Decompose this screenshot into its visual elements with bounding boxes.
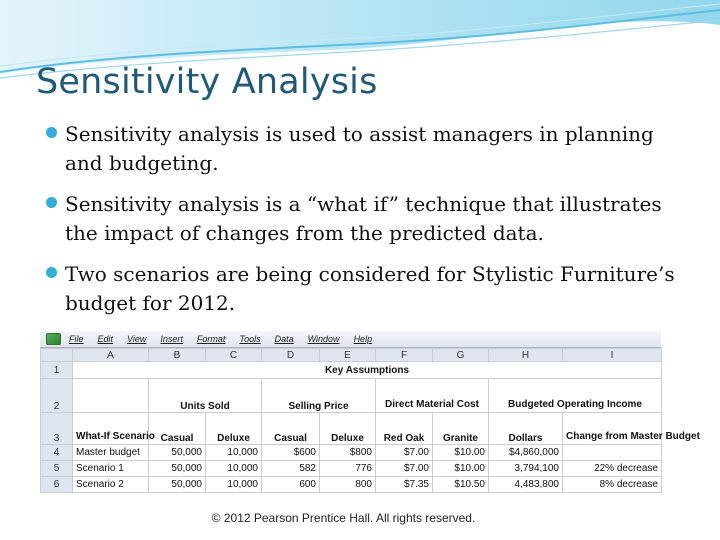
- header-cell[interactable]: Deluxe: [206, 413, 262, 445]
- cell[interactable]: Scenario 2: [73, 477, 149, 493]
- cell[interactable]: $10.00: [433, 445, 489, 461]
- cell[interactable]: $600: [262, 445, 320, 461]
- cell[interactable]: 10,000: [206, 461, 262, 477]
- slide-title: Sensitivity Analysis: [36, 62, 378, 102]
- header-cell[interactable]: Red Oak: [376, 413, 433, 445]
- row-header[interactable]: 3: [41, 413, 73, 445]
- bullet-list: [44, 120, 694, 330]
- table-row: [41, 413, 662, 445]
- cell[interactable]: $4,860,000: [489, 445, 563, 461]
- cell[interactable]: Scenario 1: [73, 461, 149, 477]
- table-row: [41, 379, 662, 413]
- cell[interactable]: 22% decrease: [563, 461, 662, 477]
- bullet-text: Sensitivity analysis is used to assist managers in planning and budgeting.: [65, 122, 654, 175]
- cell[interactable]: 4,483,800: [489, 477, 563, 493]
- column-header[interactable]: I: [563, 349, 662, 362]
- cell[interactable]: 3,794,100: [489, 461, 563, 477]
- cell[interactable]: $7.35: [376, 477, 433, 493]
- cell[interactable]: [563, 445, 662, 461]
- key-assumptions-table: [40, 348, 700, 493]
- cell[interactable]: 10,000: [206, 477, 262, 493]
- table-row: [41, 445, 662, 461]
- row-header[interactable]: 6: [41, 477, 73, 493]
- cell[interactable]: 600: [262, 477, 320, 493]
- column-header[interactable]: B: [149, 349, 206, 362]
- column-header-row: [41, 349, 662, 362]
- group-header-direct-material-cost[interactable]: Direct Material Cost: [376, 379, 489, 413]
- header-cell[interactable]: Casual: [262, 413, 320, 445]
- row-header[interactable]: 2: [41, 379, 73, 413]
- menu-tools[interactable]: Tools: [239, 334, 261, 344]
- bullet-dot-icon: [46, 127, 57, 138]
- column-header[interactable]: F: [376, 349, 433, 362]
- cell[interactable]: Master budget: [73, 445, 149, 461]
- bullet-dot-icon: [46, 197, 57, 208]
- menu-data[interactable]: Data: [274, 334, 294, 344]
- table-row: [41, 461, 662, 477]
- table-row: [41, 477, 662, 493]
- bullet-text: Sensitivity analysis is a “what if” technique that illustrates the impact of changes from the predicted data.: [65, 192, 662, 245]
- column-header[interactable]: H: [489, 349, 563, 362]
- cell[interactable]: 50,000: [149, 461, 206, 477]
- bullet-item: [44, 120, 694, 178]
- header-cell[interactable]: Dollars: [489, 413, 563, 445]
- column-header[interactable]: C: [206, 349, 262, 362]
- header-cell[interactable]: Change from Master Budget: [563, 413, 662, 445]
- header-cell[interactable]: What-If Scenario: [73, 413, 149, 445]
- table-row: [41, 362, 662, 379]
- cell[interactable]: 50,000: [149, 477, 206, 493]
- spreadsheet-screenshot: [40, 331, 700, 498]
- cell[interactable]: 8% decrease: [563, 477, 662, 493]
- cell[interactable]: 50,000: [149, 445, 206, 461]
- group-header-selling-price[interactable]: Selling Price: [262, 379, 376, 413]
- column-header[interactable]: D: [262, 349, 320, 362]
- menu-edit[interactable]: Edit: [97, 334, 114, 344]
- cell[interactable]: $7.00: [376, 445, 433, 461]
- cell[interactable]: 800: [320, 477, 376, 493]
- header-cell[interactable]: Deluxe: [320, 413, 376, 445]
- bullet-dot-icon: [46, 267, 57, 278]
- header-cell[interactable]: Granite: [433, 413, 489, 445]
- column-header[interactable]: G: [433, 349, 489, 362]
- cell[interactable]: $7.00: [376, 461, 433, 477]
- cell[interactable]: $800: [320, 445, 376, 461]
- excel-app-icon: [46, 333, 61, 345]
- header-cell[interactable]: Casual: [149, 413, 206, 445]
- menu-file[interactable]: File: [69, 334, 84, 344]
- cell[interactable]: $10.50: [433, 477, 489, 493]
- table-title-cell[interactable]: Key Assumptions: [73, 362, 662, 379]
- copyright-footer: © 2012 Pearson Prentice Hall. All rights reserved.: [211, 511, 476, 525]
- cell[interactable]: 776: [320, 461, 376, 477]
- menu-insert[interactable]: Insert: [160, 334, 183, 344]
- bullet-item: [44, 260, 694, 318]
- menu-format[interactable]: Format: [196, 334, 226, 344]
- bullet-item: [44, 190, 694, 248]
- select-all-corner[interactable]: [41, 349, 73, 362]
- menu-view[interactable]: View: [127, 334, 147, 344]
- cell[interactable]: 582: [262, 461, 320, 477]
- column-header[interactable]: A: [73, 349, 149, 362]
- spreadsheet-menu-bar: [40, 331, 661, 348]
- cell[interactable]: 10,000: [206, 445, 262, 461]
- cell[interactable]: [73, 379, 149, 413]
- row-header[interactable]: 4: [41, 445, 73, 461]
- group-header-units-sold[interactable]: Units Sold: [149, 379, 262, 413]
- cell[interactable]: $10.00: [433, 461, 489, 477]
- group-header-budgeted-operating-income[interactable]: Budgeted Operating Income: [489, 379, 662, 413]
- row-header[interactable]: 1: [41, 362, 73, 379]
- column-header[interactable]: E: [320, 349, 376, 362]
- menu-window[interactable]: Window: [307, 334, 340, 344]
- menu-help[interactable]: Help: [353, 334, 373, 344]
- bullet-text: Two scenarios are being considered for Stylistic Furniture’s budget for 2012.: [65, 262, 675, 315]
- row-header[interactable]: 5: [41, 461, 73, 477]
